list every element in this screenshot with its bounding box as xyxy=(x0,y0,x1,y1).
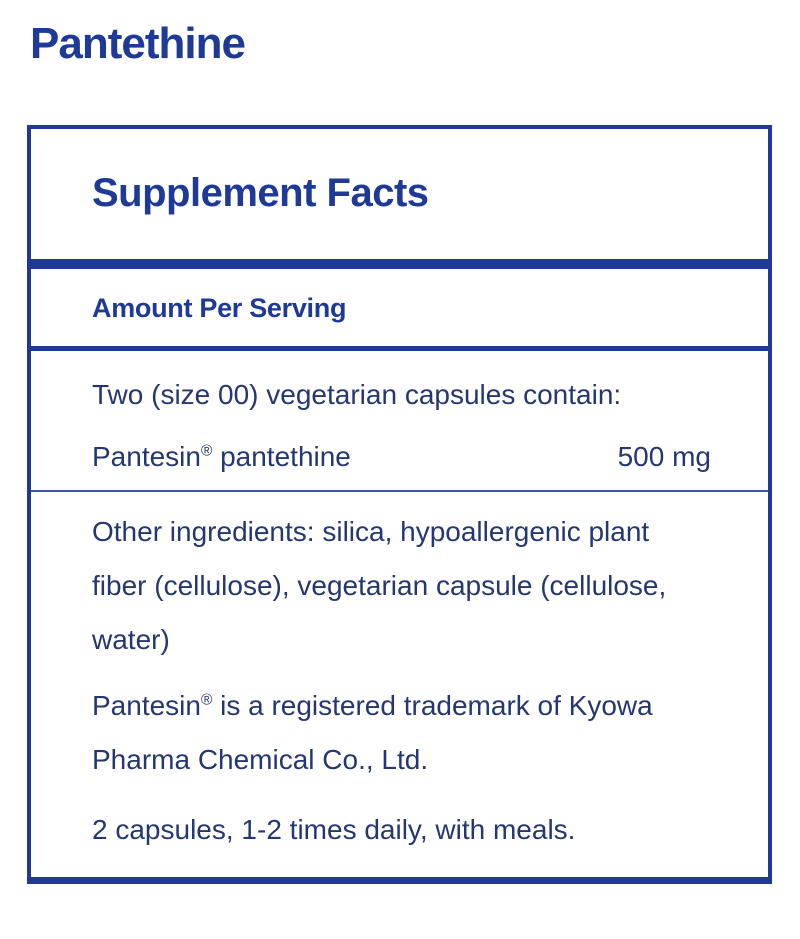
trademark-text: is a registered trademark of Kyowa xyxy=(212,690,653,721)
ingredient-name-rest: pantethine xyxy=(212,441,351,472)
thick-divider xyxy=(31,259,768,269)
amount-per-serving-heading: Amount Per Serving xyxy=(92,293,347,323)
trademark-line xyxy=(92,679,711,733)
supplement-facts-panel xyxy=(27,125,772,884)
serving-section xyxy=(31,351,768,490)
registered-trademark-symbol: ® xyxy=(200,691,213,709)
page xyxy=(0,18,800,884)
trademark-name: Pantesin xyxy=(92,690,201,721)
dosage-note: 2 capsules, 1-2 times daily, with meals. xyxy=(92,814,576,845)
notes-section xyxy=(31,492,768,877)
ingredient-row xyxy=(92,440,711,474)
serving-description: Two (size 00) vegetarian capsules contain: xyxy=(92,379,622,410)
registered-trademark-symbol: ® xyxy=(200,442,213,460)
other-ingredients-note xyxy=(92,505,711,667)
other-ingredients-line: fiber (cellulose), vegetarian capsule (cellulose, xyxy=(92,570,667,601)
page-title: Pantethine xyxy=(30,19,245,68)
trademark-line: Pharma Chemical Co., Ltd. xyxy=(92,744,429,775)
other-ingredients-line: Other ingredients: silica, hypoallergenic plant xyxy=(92,516,650,547)
supplement-facts-heading: Supplement Facts xyxy=(92,171,429,215)
trademark-note xyxy=(92,679,711,787)
ingredient-amount: 500 mg xyxy=(617,441,711,472)
ingredient-name xyxy=(92,440,351,474)
other-ingredients-line: water) xyxy=(92,624,170,655)
ingredient-name-base: Pantesin xyxy=(92,441,201,472)
